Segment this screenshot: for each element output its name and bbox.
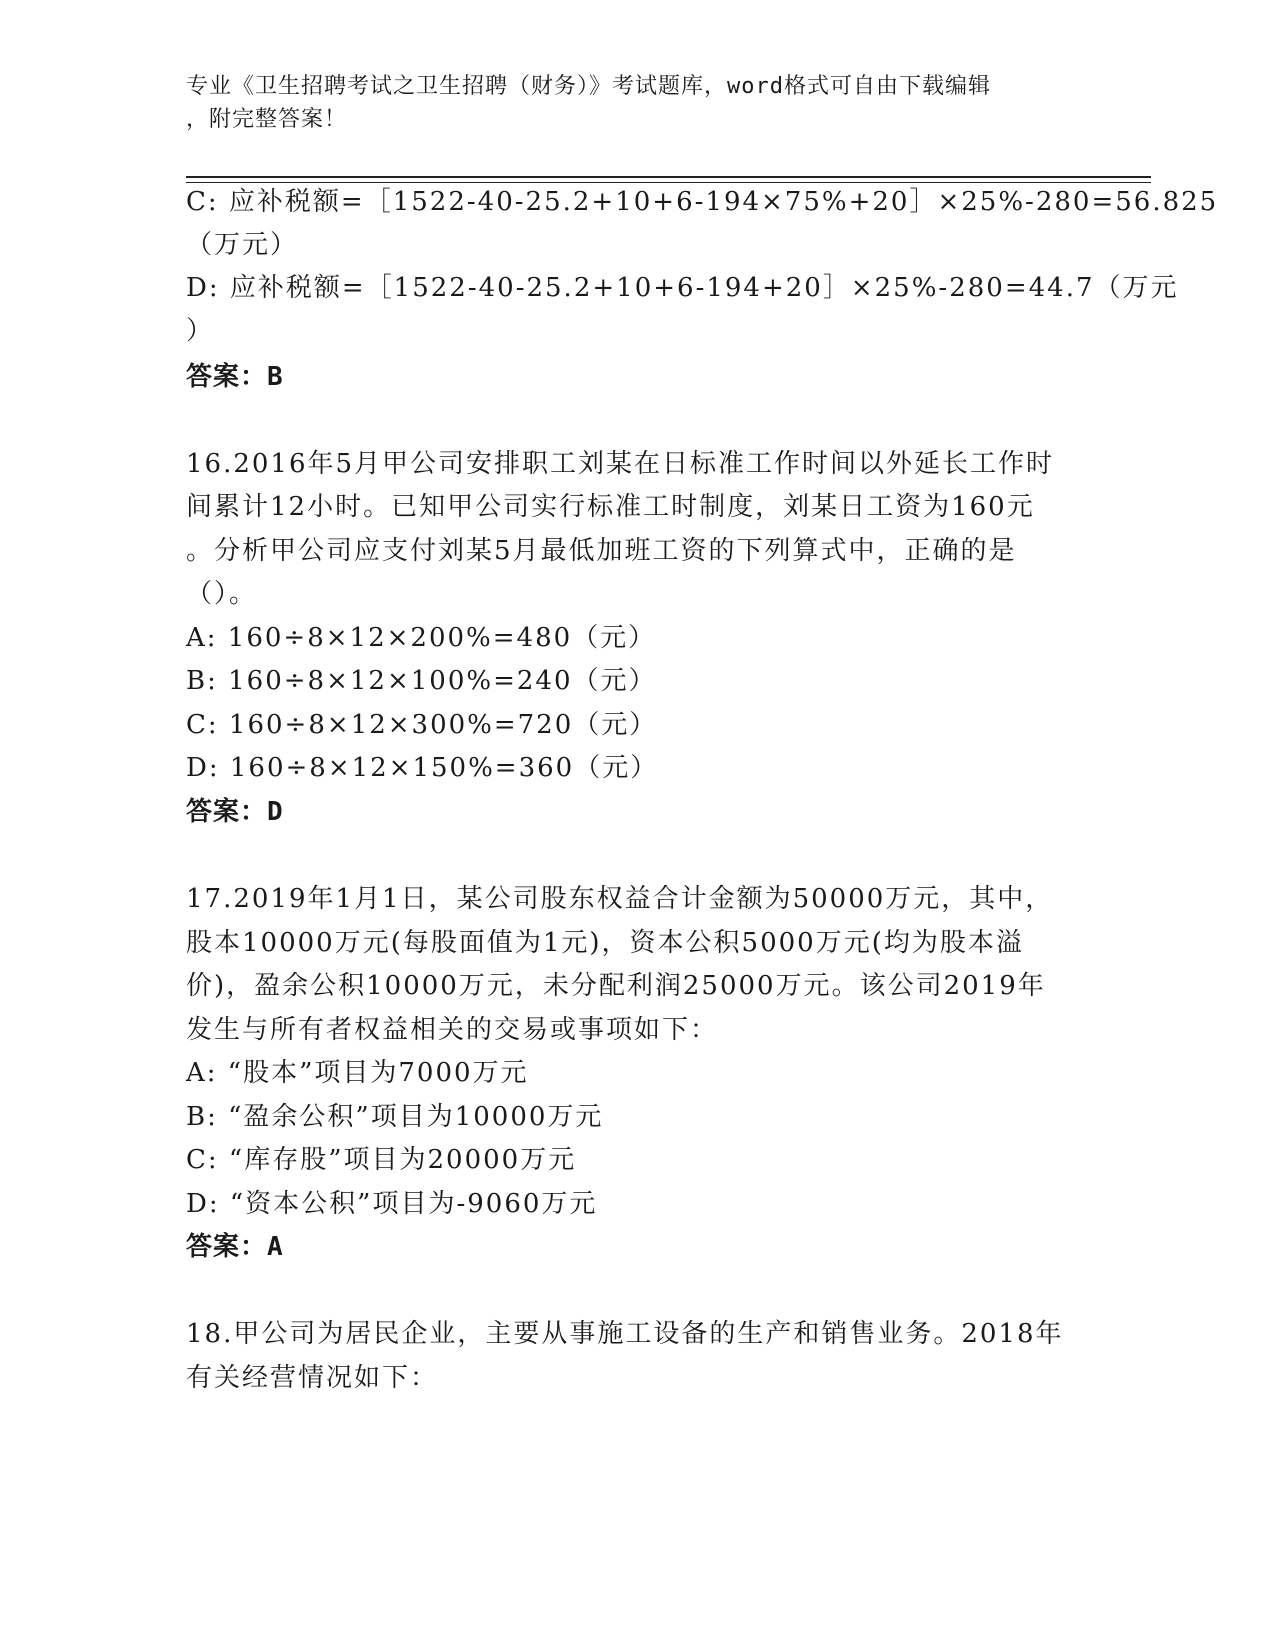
q17-stem-line-2: 股本10000万元(每股面值为1元)，资本公积5000万元(均为股本溢 <box>186 928 1024 958</box>
q16-stem-line-4: （）。 <box>186 579 258 609</box>
q16-option-a: A: 160÷8×12×200%=480（元） <box>186 623 657 653</box>
document-header <box>186 70 1066 136</box>
q17-option-c: C: “库存股”项目为20000万元 <box>186 1145 577 1175</box>
q17-option-a: A: “股本”项目为7000万元 <box>186 1058 529 1088</box>
q17-answer: 答案：A <box>186 1232 284 1262</box>
header-title-line-2: ，附完整答案！ <box>186 107 348 132</box>
q16-option-c: C: 160÷8×12×300%=720（元） <box>186 710 658 740</box>
q16-stem-line-1: 16.2016年5月甲公司安排职工刘某在日标准工作时间以外延长工作时 <box>186 449 1055 479</box>
q15-option-d-line-2: ） <box>186 316 215 346</box>
q16-stem-line-3: 。分析甲公司应支付刘某5月最低加班工资的下列算式中，正确的是 <box>186 536 1017 566</box>
q18-stem-line-2: 有关经营情况如下： <box>186 1363 439 1393</box>
q16-stem-line-2: 间累计12小时。已知甲公司实行标准工时制度，刘某日工资为160元 <box>186 492 1035 522</box>
header-divider-thin <box>186 182 1151 183</box>
q17-option-b: B: “盈余公积”项目为10000万元 <box>186 1102 604 1132</box>
header-title-line-1: 专业《卫生招聘考试之卫生招聘（财务）》考试题库，word格式可自由下载编辑 <box>186 74 991 99</box>
q15-option-c-line-1: C: 应补税额=［1522-40-25.2+10+6-194×75%+20］×25%-280=56.825 <box>186 187 1219 217</box>
q15-option-d-line-1: D: 应补税额=［1522-40-25.2+10+6-194+20］×25%-280=44.7（万元 <box>186 273 1179 303</box>
q16-answer: 答案：D <box>186 797 284 827</box>
q17-stem-line-3: 价)，盈余公积10000万元，未分配利润25000万元。该公司2019年 <box>186 971 1046 1001</box>
q17-stem-line-4: 发生与所有者权益相关的交易或事项如下： <box>186 1015 719 1045</box>
header-divider-thick <box>186 176 1151 178</box>
q17-option-d: D: “资本公积”项目为-9060万元 <box>186 1189 598 1219</box>
q17-stem-line-1: 17.2019年1月1日，某公司股东权益合计金额为50000万元，其中， <box>186 884 1054 914</box>
q15-option-c-line-2: （万元） <box>186 230 299 260</box>
q18-stem-line-1: 18.甲公司为居民企业，主要从事施工设备的生产和销售业务。2018年 <box>186 1319 1064 1349</box>
q16-option-b: B: 160÷8×12×100%=240（元） <box>186 666 657 696</box>
q15-answer: 答案：B <box>186 362 284 392</box>
q16-option-d: D: 160÷8×12×150%=360（元） <box>186 753 659 783</box>
